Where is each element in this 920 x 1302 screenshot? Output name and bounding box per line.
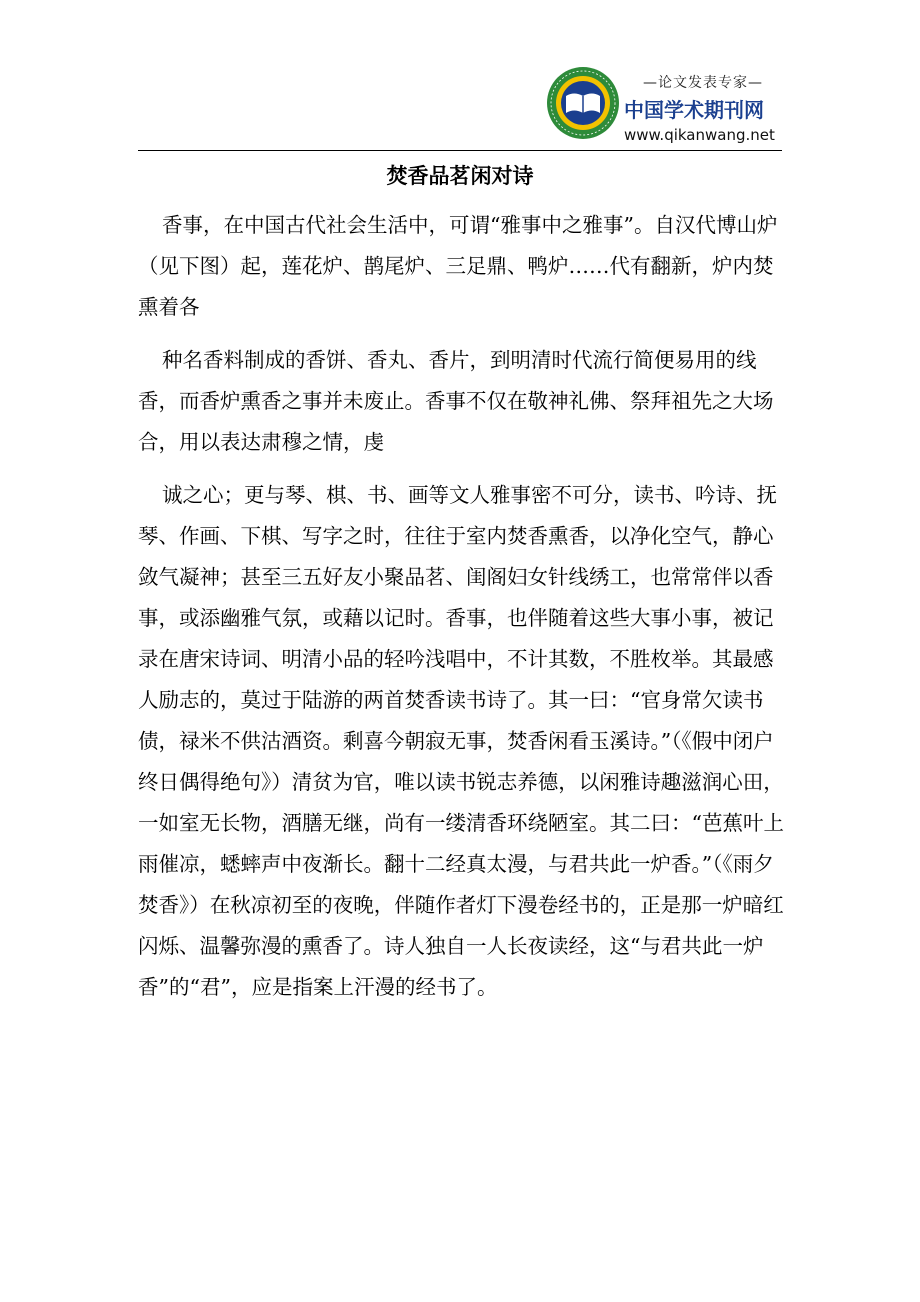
logo-tagline: —论文发表专家— bbox=[643, 75, 763, 91]
page-header bbox=[138, 58, 782, 151]
document-body bbox=[138, 205, 788, 1020]
logo-seal-icon bbox=[546, 66, 620, 140]
paragraph: 种名香料制成的香饼、香丸、香片，到明清时代流行简便易用的线香，而香炉熏香之事并未废止。香事不仅在敬神礼佛、祭拜祖先之大场合，用以表达肃穆之情，虔 bbox=[138, 348, 774, 454]
logo-name: 中国学术期刊网 bbox=[624, 98, 764, 122]
paragraph: 诚之心；更与琴、棋、书、画等文人雅事密不可分，读书、吟诗、抚琴、作画、下棋、写字之时，往往于室内焚香熏香，以净化空气，静心敛气凝神；甚至三五好友小聚品茗、闺阁妇女针线绣工，也常常伴以香事，或添幽雅气氛，或藉以记时。香事，也伴随着这些大事小事，被记录在唐宋诗词、明清小品的轻吟浅唱中，不计其数，不胜枚举。其最感人励志的，莫过于陆游的两首焚香读书诗了。其一曰：“官身常欠读书债，禄米不供沽酒资。剩喜今朝寂无事，焚香闲看玉溪诗。”（《假中闭户终日偶得绝句》）清贫为官，唯以读书锐志养德，以闲雅诗趣滋润心田，一如室无长物，酒膳无继，尚有一缕清香环绕陋室。其二曰：“芭蕉叶上雨催凉，蟋蟀声中夜渐长。翻十二经真太漫，与君共此一炉香。”（《雨夕焚香》）在秋凉初至的夜晚，伴随作者灯下漫卷经书的，正是那一炉暗红闪烁、温馨弥漫的熏香了。诗人独自一人长夜读经，这“与君共此一炉香”的“君”，应是指案上汗漫的经书了。 bbox=[138, 483, 784, 999]
logo-url: www.qikanwang.net bbox=[624, 126, 775, 144]
paragraph: 香事，在中国古代社会生活中，可谓“雅事中之雅事”。自汉代博山炉（见下图）起，莲花炉、鹊尾炉、三足鼎、鸭炉……代有翻新，炉内焚熏着各 bbox=[138, 213, 778, 319]
logo-text bbox=[624, 72, 782, 144]
document-title: 焚香品茗闲对诗 bbox=[386, 163, 534, 188]
